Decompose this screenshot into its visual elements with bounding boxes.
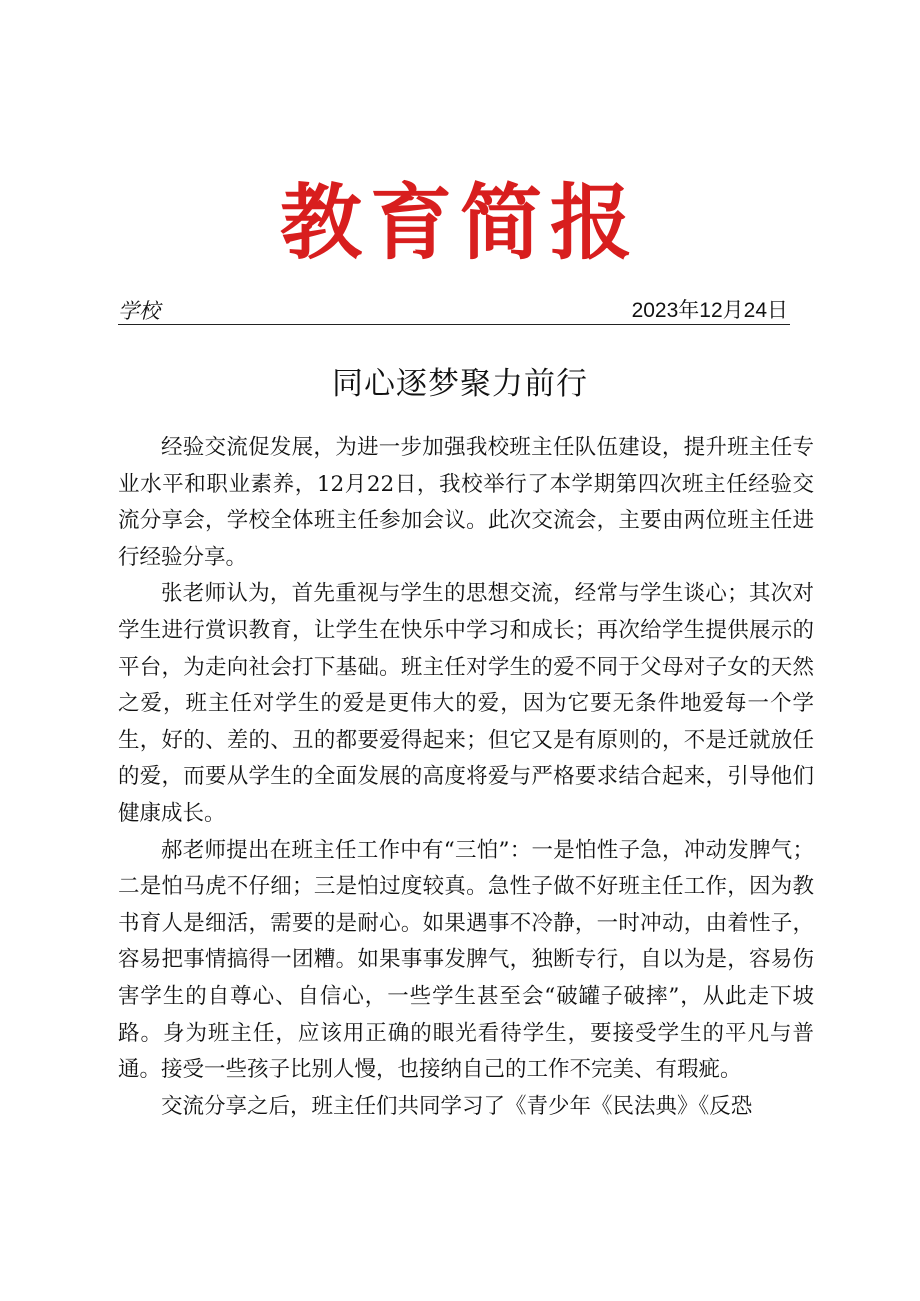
article-body (118, 430, 814, 1125)
paragraph: 经验交流促发展，为进一步加强我校班主任队伍建设，提升班主任专业水平和职业素养，12月22日，我校举行了本学期第四次班主任经验交流分享会，学校全体班主任参加会议。此次交流会，主要由两位班主任进行经验分享。 (118, 435, 814, 570)
paragraph: 郝老师提出在班主任工作中有“三怕”：一是怕性子急，冲动发脾气；二是怕马虎不仔细；三是怕过度较真。急性子做不好班主任工作，因为教书育人是细活，需要的是耐心。如果遇事不冷静，一时冲动，由着性子，容易把事情搞得一团糟。如果事事发脾气，独断专行，自以为是，容易伤害学生的自尊心、自信心，一些学生甚至会“破罐子破摔”，从此走下坡路。身为班主任，应该用正确的眼光看待学生，要接受学生的平凡与普通。接受一些孩子比别人慢，也接纳自己的工作不完美、有瑕疵。 (118, 837, 814, 1083)
issue-date: 2023年12月24日 (631, 299, 788, 322)
paragraph: 交流分享之后，班主任们共同学习了《青少年《民法典》《反恐 (161, 1093, 753, 1119)
paragraph: 张老师认为，首先重视与学生的思想交流，经常与学生谈心；其次对学生进行赏识教育，让学生在快乐中学习和成长；再次给学生提供展示的平台，为走向社会打下基础。班主任对学生的爱不同于父母对子女的天然之爱，班主任对学生的爱是更伟大的爱，因为它要无条件地爱每一个学生，好的、差的、丑的都要爱得起来；但它又是有原则的，不是迁就放任的爱，而要从学生的全面发展的高度将爱与严格要求结合起来，引导他们健康成长。 (118, 581, 814, 826)
article-headline: 同心逐梦聚力前行 (332, 366, 588, 402)
masthead-title: 教育简报 (279, 175, 640, 271)
school-label: 学校 (118, 299, 160, 323)
info-line (118, 296, 790, 325)
